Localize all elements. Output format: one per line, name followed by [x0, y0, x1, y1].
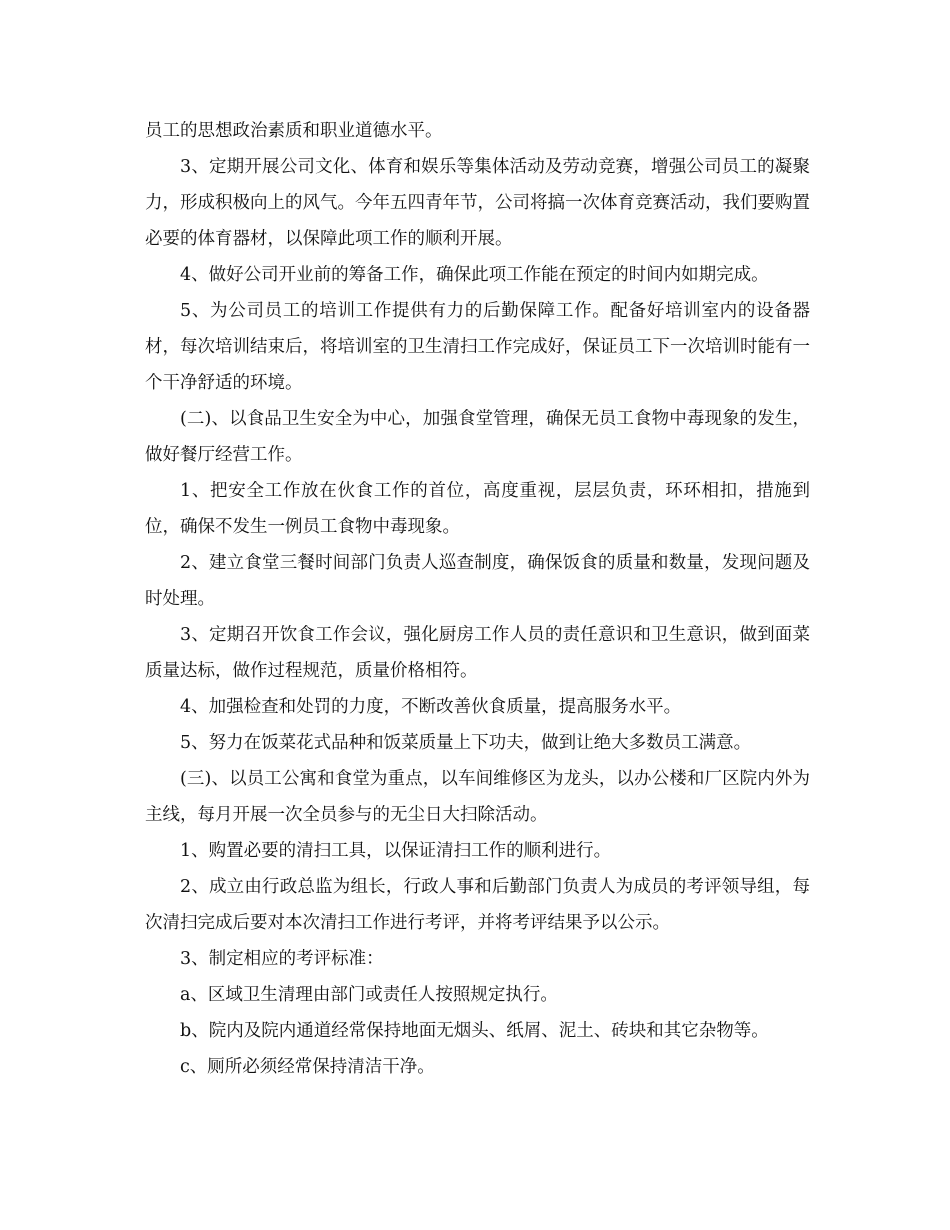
section-heading-3: (三)、以员工公寓和食堂为重点，以车间维修区为龙头，以办公楼和厂区院内外为主线，每月开展一次全员参与的无尘日大扫除活动。 [145, 769, 810, 825]
paragraph-item-5-menu: 5、努力在饭菜花式品种和饭菜质量上下功夫，做到让绝大多数员工满意。 [180, 733, 752, 753]
paragraph-item-3-standards: 3、制定相应的考评标准： [180, 949, 384, 969]
paragraph-item-1-tools: 1、购置必要的清扫工具，以保证清扫工作的顺利进行。 [180, 841, 612, 861]
paragraph-item-3-activities: 3、定期开展公司文化、体育和娱乐等集体活动及劳动竞赛，增强公司员工的凝聚力，形成积极向上的风气。今年五四青年节，公司将搞一次体育竞赛活动，我们要购置必要的体育器材，以保障此项工作的顺利开展。 [145, 157, 810, 249]
list-item-c: c、厕所必须经常保持清洁干净。 [180, 1057, 435, 1077]
section-heading-2: (二)、以食品卫生安全为中心，加强食堂管理，确保无员工食物中毒现象的发生，做好餐厅经营工作。 [145, 409, 810, 465]
document-body [145, 113, 810, 1085]
list-item-b: b、院内及院内通道经常保持地面无烟头、纸屑、泥土、砖块和其它杂物等。 [180, 1021, 769, 1041]
paragraph-item-4-preparation: 4、做好公司开业前的筹备工作，确保此项工作能在预定的时间内如期完成。 [180, 265, 769, 285]
paragraph-item-5-training: 5、为公司员工的培训工作提供有力的后勤保障工作。配备好培训室内的设备器材，每次培训结束后，将培训室的卫生清扫工作完成好，保证员工下一次培训时能有一个干净舒适的环境。 [145, 301, 810, 393]
paragraph-item-2-committee: 2、成立由行政总监为组长，行政人事和后勤部门负责人为成员的考评领导组，每次清扫完成后要对本次清扫工作进行考评，并将考评结果予以公示。 [145, 877, 810, 933]
paragraph-item-4-penalty: 4、加强检查和处罚的力度，不断改善伙食质量，提高服务水平。 [180, 697, 682, 717]
paragraph-item-1-safety: 1、把安全工作放在伙食工作的首位，高度重视，层层负责，环环相扣，措施到位，确保不发生一例员工食物中毒现象。 [145, 481, 810, 537]
paragraph-item-2-inspection: 2、建立食堂三餐时间部门负责人巡查制度，确保饭食的质量和数量，发现问题及时处理。 [145, 553, 810, 609]
paragraph-item-3-meeting: 3、定期召开饮食工作会议，强化厨房工作人员的责任意识和卫生意识，做到面菜质量达标，做作过程规范，质量价格相符。 [145, 625, 810, 681]
list-item-a: a、区域卫生清理由部门或责任人按照规定执行。 [180, 985, 558, 1005]
paragraph-continuation: 员工的思想政治素质和职业道德水平。 [145, 121, 443, 141]
